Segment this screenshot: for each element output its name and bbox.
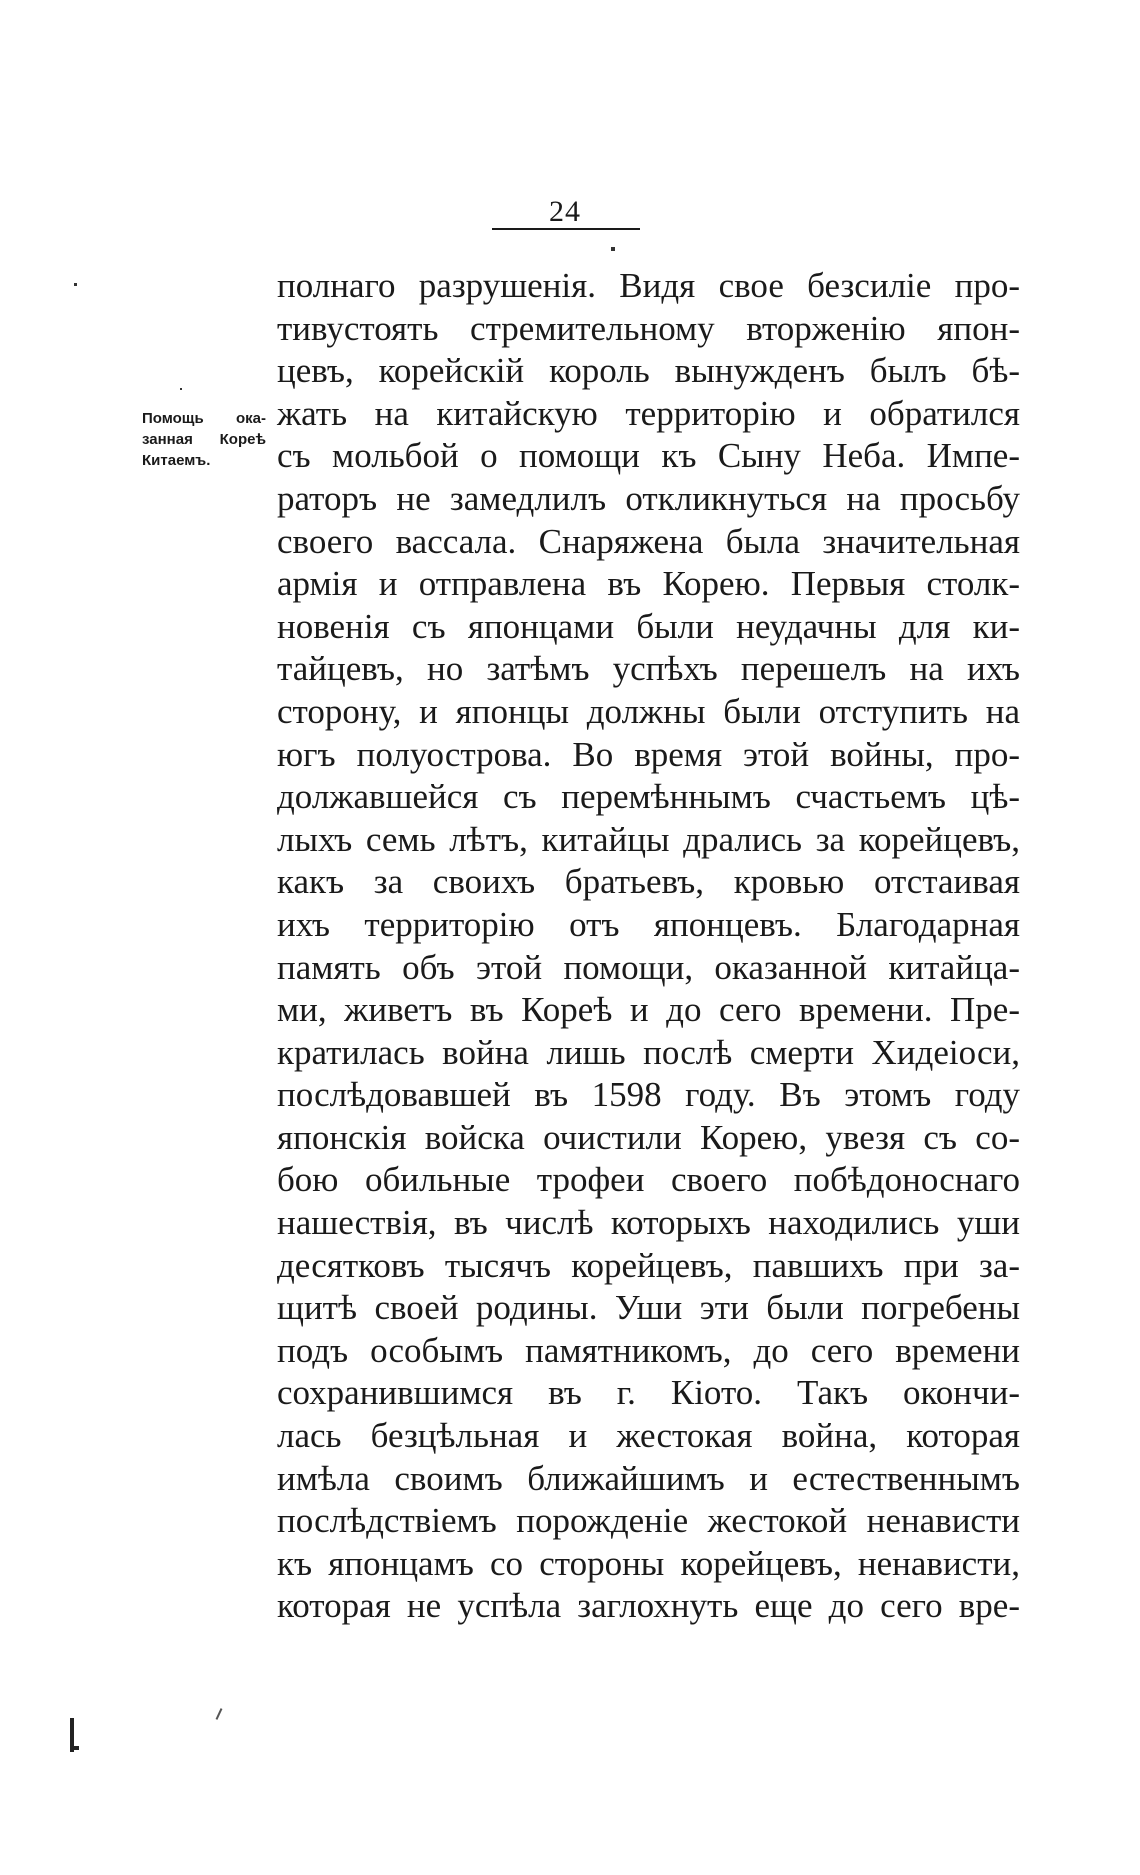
text-line: десятковъ тысячъ корейцевъ, павшихъ при за- <box>277 1245 1020 1285</box>
text-line: нашествія, въ числѣ которыхъ находились уши <box>277 1203 1020 1243</box>
text-line: жать на китайскую территорію и обратился <box>277 393 1020 433</box>
text-line: тайцевъ, но затѣмъ успѣхъ перешелъ на ихъ <box>277 649 1020 689</box>
text-line: ми, живетъ въ Кореѣ и до сего времени. Пре- <box>277 990 1020 1030</box>
margin-note <box>142 408 266 471</box>
page-number: 24 <box>549 195 581 228</box>
margin-note-line: Китаемъ. <box>142 452 211 469</box>
text-line: подъ особымъ памятникомъ, до сего времени <box>277 1330 1020 1370</box>
margin-note-line: занная Кореѣ <box>142 431 266 448</box>
scan-mark <box>70 1746 79 1750</box>
text-line: тивустоять стремительному вторженію япон- <box>277 308 1020 348</box>
text-line: какъ за своихъ братьевъ, кровью отстаивая <box>277 862 1020 902</box>
text-line: къ японцамъ со стороны корейцевъ, ненависти, <box>277 1543 1020 1583</box>
scan-speck <box>611 247 615 251</box>
text-line: кратилась война лишь послѣ смерти Хидеіоси, <box>277 1032 1020 1072</box>
text-line: сторону, и японцы должны были отступить на <box>277 691 1020 731</box>
text-line: щитѣ своей родины. Уши эти были погребены <box>277 1288 1020 1328</box>
text-line: раторъ не замедлилъ откликнуться на просьбу <box>277 478 1020 518</box>
text-line: югъ полуострова. Во время этой войны, про- <box>277 734 1020 774</box>
text-line: лыхъ семь лѣтъ, китайцы дрались за корейцевъ, <box>277 819 1020 859</box>
text-line: съ мольбой о помощи къ Сыну Неба. Импе- <box>277 436 1020 476</box>
text-line: лась безцѣльная и жестокая война, которая <box>277 1416 1020 1456</box>
page-number-rule <box>492 228 640 230</box>
scan-speck <box>74 283 77 286</box>
text-line: которая не успѣла заглохнуть еще до сего вре- <box>277 1586 1020 1626</box>
text-line: имѣла своимъ ближайшимъ и естественнымъ <box>277 1458 1020 1498</box>
text-line: память объ этой помощи, оказанной китайца- <box>277 947 1020 987</box>
text-line: японскія войска очистили Корею, увезя съ со- <box>277 1117 1020 1157</box>
text-line: цевъ, корейскій король вынужденъ былъ бѣ- <box>277 351 1020 391</box>
text-line: армія и отправлена въ Корею. Первыя столк- <box>277 564 1020 604</box>
text-line: своего вассала. Снаряжена была значительная <box>277 521 1020 561</box>
text-line: новенія съ японцами были неудачны для ки- <box>277 606 1020 646</box>
text-line: должавшейся съ перемѣннымъ счастьемъ цѣ- <box>277 777 1020 817</box>
scan-speck <box>180 388 182 390</box>
margin-note-line: Помощь ока- <box>142 410 266 427</box>
text-line: послѣдствіемъ порожденіе жестокой ненависти <box>277 1501 1020 1541</box>
text-line: бою обильные трофеи своего побѣдоноснаго <box>277 1160 1020 1200</box>
text-line: сохранившимся въ г. Кіото. Такъ окончи- <box>277 1373 1020 1413</box>
text-line: послѣдовавшей въ 1598 году. Въ этомъ году <box>277 1075 1020 1115</box>
text-line: полнаго разрушенія. Видя свое безсиліе про- <box>277 266 1020 305</box>
text-line: ихъ территорію отъ японцевъ. Благодарная <box>277 904 1020 944</box>
scan-tick <box>216 1708 223 1720</box>
body-text <box>277 265 1020 1628</box>
